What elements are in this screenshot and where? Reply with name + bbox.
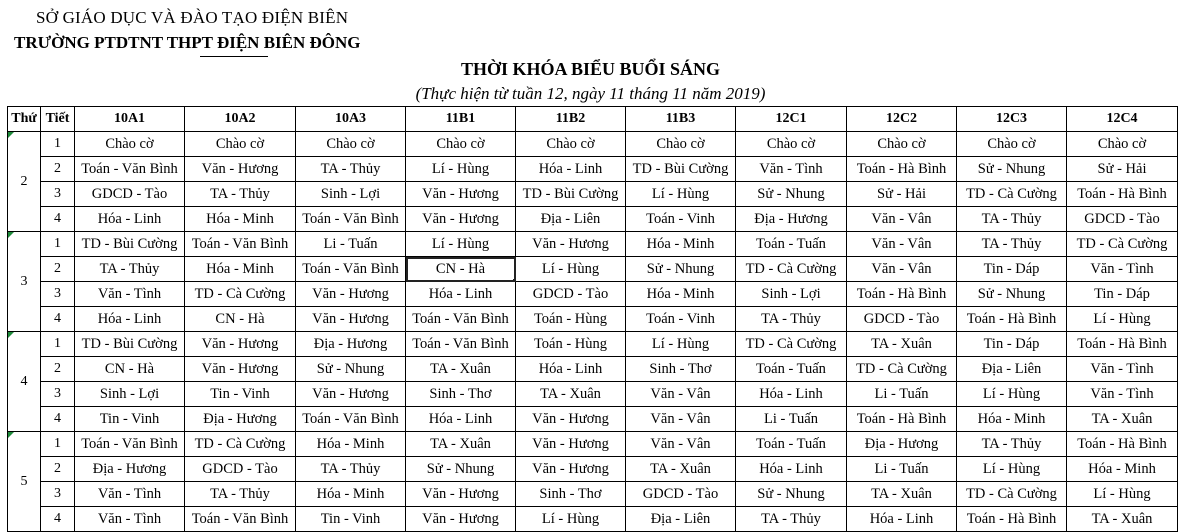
schedule-cell[interactable]: Chào cờ	[185, 132, 296, 157]
schedule-cell[interactable]: Hóa - Minh	[185, 257, 296, 282]
schedule-cell[interactable]: Lí - Hùng	[957, 457, 1067, 482]
table-row	[8, 507, 1178, 532]
schedule-cell[interactable]: Toán - Văn Bình	[296, 207, 406, 232]
schedule-cell[interactable]: Lí - Hùng	[516, 507, 626, 532]
table-row	[8, 282, 1178, 307]
schedule-cell[interactable]: Toán - Hùng	[516, 307, 626, 332]
schedule-cell[interactable]: Văn - Hương	[185, 357, 296, 382]
schedule-cell[interactable]: Sử - Nhung	[957, 157, 1067, 182]
schedule-cell[interactable]: Địa - Hương	[296, 332, 406, 357]
schedule-cell[interactable]: Sử - Nhung	[736, 482, 847, 507]
schedule-cell[interactable]: TD - Bùi Cường	[75, 232, 185, 257]
schedule-cell[interactable]: Văn - Hương	[296, 307, 406, 332]
schedule-cell[interactable]: GDCD - Tào	[1067, 207, 1178, 232]
schedule-cell[interactable]: Lí - Hùng	[406, 157, 516, 182]
schedule-cell[interactable]: Toán - Vinh	[626, 207, 736, 232]
schedule-cell[interactable]: TA - Thủy	[185, 182, 296, 207]
schedule-cell[interactable]: Sử - Nhung	[957, 282, 1067, 307]
schedule-cell[interactable]: TD - Cà Cường	[847, 357, 957, 382]
table-row	[8, 457, 1178, 482]
day-label: 4	[20, 373, 28, 389]
schedule-cell[interactable]: Văn - Hương	[296, 382, 406, 407]
schedule-cell[interactable]: Văn - Hương	[185, 332, 296, 357]
table-row	[8, 157, 1178, 182]
period-cell[interactable]: 2	[41, 457, 75, 482]
col-header-class[interactable]: 12C4	[1067, 107, 1178, 132]
schedule-cell[interactable]: TA - Thủy	[957, 232, 1067, 257]
schedule-cell[interactable]: Lí - Hùng	[626, 182, 736, 207]
table-row	[8, 257, 1178, 282]
schedule-cell[interactable]: Chào cờ	[626, 132, 736, 157]
schedule-cell[interactable]: Toán - Văn Bình	[296, 257, 406, 282]
comment-marker-icon	[8, 232, 14, 238]
schedule-cell[interactable]: TA - Xuân	[626, 457, 736, 482]
period-cell[interactable]: 3	[41, 382, 75, 407]
schedule-cell[interactable]: Chào cờ	[296, 132, 406, 157]
schedule-cell[interactable]: Chào cờ	[406, 132, 516, 157]
schedule-cell[interactable]: Văn - Vân	[626, 382, 736, 407]
schedule-cell[interactable]: Hóa - Linh	[736, 382, 847, 407]
schedule-cell[interactable]: Sinh - Lợi	[736, 282, 847, 307]
schedule-cell[interactable]: Hóa - Linh	[406, 282, 516, 307]
period-cell[interactable]: 1	[41, 132, 75, 157]
schedule-cell[interactable]: Sử - Nhung	[736, 182, 847, 207]
timetable	[7, 106, 1178, 532]
schedule-cell[interactable]: Chào cờ	[1067, 132, 1178, 157]
schedule-cell[interactable]: Hóa - Linh	[75, 307, 185, 332]
schedule-cell[interactable]: Sử - Nhung	[406, 457, 516, 482]
period-cell[interactable]: 1	[41, 232, 75, 257]
day-label: 3	[20, 273, 28, 289]
schedule-cell[interactable]: Hóa - Minh	[185, 207, 296, 232]
schedule-cell[interactable]: TA - Xuân	[847, 482, 957, 507]
day-cell[interactable]	[8, 332, 41, 432]
schedule-cell[interactable]: Toán - Văn Bình	[75, 432, 185, 457]
schedule-cell[interactable]: Văn - Tình	[1067, 257, 1178, 282]
schedule-cell[interactable]: Toán - Vinh	[626, 307, 736, 332]
schedule-cell[interactable]: Lí - Hùng	[626, 332, 736, 357]
schedule-cell[interactable]: Văn - Hương	[406, 507, 516, 532]
schedule-cell[interactable]: Li - Tuấn	[847, 457, 957, 482]
schedule-cell[interactable]: Li - Tuấn	[847, 382, 957, 407]
period-cell[interactable]: 2	[41, 357, 75, 382]
day-cell[interactable]	[8, 232, 41, 332]
schedule-cell[interactable]: TA - Thủy	[185, 482, 296, 507]
schedule-cell[interactable]: TD - Bùi Cường	[75, 332, 185, 357]
col-header-class[interactable]: 11B1	[406, 107, 516, 132]
schedule-cell[interactable]: Hóa - Minh	[1067, 457, 1178, 482]
schedule-cell[interactable]: Văn - Tình	[736, 157, 847, 182]
day-cell[interactable]	[8, 132, 41, 232]
schedule-cell[interactable]: Tin - Dáp	[1067, 282, 1178, 307]
fill-handle[interactable]	[513, 279, 516, 282]
col-header-class[interactable]: 10A1	[75, 107, 185, 132]
schedule-cell[interactable]: TA - Thủy	[296, 457, 406, 482]
period-cell[interactable]: 3	[41, 282, 75, 307]
table-row	[8, 407, 1178, 432]
schedule-cell[interactable]: Li - Tuấn	[296, 232, 406, 257]
schedule-cell[interactable]: TA - Xuân	[1067, 507, 1178, 532]
schedule-cell[interactable]: Toán - Hà Bình	[957, 507, 1067, 532]
page-title: THỜI KHÓA BIỂU BUỔI SÁNG	[460, 59, 721, 79]
schedule-cell[interactable]: Sinh - Lợi	[75, 382, 185, 407]
schedule-cell[interactable]: Văn - Hương	[406, 182, 516, 207]
schedule-cell[interactable]: Toán - Hà Bình	[1067, 332, 1178, 357]
schedule-cell[interactable]: Toán - Hà Bình	[847, 282, 957, 307]
schedule-cell[interactable]: Văn - Hương	[516, 407, 626, 432]
schedule-cell[interactable]: Văn - Hương	[406, 207, 516, 232]
schedule-cell[interactable]: GDCD - Tào	[847, 307, 957, 332]
schedule-cell[interactable]: Địa - Liên	[516, 207, 626, 232]
schedule-cell[interactable]: Toán - Hà Bình	[957, 307, 1067, 332]
schedule-cell[interactable]: TA - Xuân	[847, 332, 957, 357]
table-row	[8, 307, 1178, 332]
schedule-cell[interactable]: Văn - Hương	[296, 282, 406, 307]
table-row	[8, 207, 1178, 232]
schedule-cell[interactable]: Toán - Văn Bình	[75, 157, 185, 182]
schedule-cell[interactable]: TA - Thủy	[957, 207, 1067, 232]
schedule-cell[interactable]: Tin - Dáp	[957, 332, 1067, 357]
schedule-cell[interactable]: TA - Xuân	[516, 382, 626, 407]
schedule-cell[interactable]: Toán - Tuấn	[736, 232, 847, 257]
period-cell[interactable]: 3	[41, 182, 75, 207]
schedule-cell[interactable]: TA - Thủy	[736, 507, 847, 532]
schedule-cell[interactable]: Văn - Hương	[185, 157, 296, 182]
table-row	[8, 382, 1178, 407]
schedule-cell[interactable]: Tin - Vinh	[75, 407, 185, 432]
schedule-cell[interactable]: Toán - Hà Bình	[1067, 182, 1178, 207]
schedule-cell[interactable]: Văn - Vân	[626, 432, 736, 457]
schedule-cell[interactable]: Toán - Hà Bình	[847, 157, 957, 182]
schedule-cell[interactable]: GDCD - Tào	[185, 457, 296, 482]
col-header-class[interactable]: 12C2	[847, 107, 957, 132]
schedule-cell[interactable]: Hóa - Minh	[626, 232, 736, 257]
schedule-cell[interactable]: Địa - Hương	[847, 432, 957, 457]
schedule-cell[interactable]: TA - Thủy	[296, 157, 406, 182]
schedule-cell[interactable]: Sinh - Thơ	[626, 357, 736, 382]
schedule-cell[interactable]: TD - Bùi Cường	[516, 182, 626, 207]
schedule-cell[interactable]: Văn - Tình	[75, 507, 185, 532]
schedule-cell[interactable]: Lí - Hùng	[406, 232, 516, 257]
schedule-cell[interactable]: Toán - Văn Bình	[185, 507, 296, 532]
schedule-cell[interactable]: Li - Tuấn	[736, 407, 847, 432]
day-label: 2	[20, 173, 28, 189]
schedule-cell[interactable]: Văn - Vân	[847, 232, 957, 257]
period-cell[interactable]: 4	[41, 407, 75, 432]
schedule-cell[interactable]: Văn - Vân	[847, 257, 957, 282]
schedule-cell[interactable]: Lí - Hùng	[957, 382, 1067, 407]
table-row	[8, 182, 1178, 207]
header-row	[8, 107, 1178, 132]
col-header-class[interactable]: 12C1	[736, 107, 847, 132]
period-cell[interactable]: 2	[41, 257, 75, 282]
selected-cell[interactable]: CN - Hà	[406, 257, 516, 282]
day-cell[interactable]	[8, 432, 41, 532]
schedule-cell[interactable]: TD - Cà Cường	[957, 182, 1067, 207]
col-header-period[interactable]: Tiết	[41, 107, 75, 132]
schedule-cell[interactable]: Lí - Hùng	[516, 257, 626, 282]
school-name: TRƯỜNG PTDTNT THPT ĐIỆN BIÊN ĐÔNG	[14, 33, 361, 52]
comment-marker-icon	[8, 432, 14, 438]
col-header-class[interactable]: 12C3	[957, 107, 1067, 132]
schedule-cell[interactable]: Tin - Vinh	[185, 382, 296, 407]
schedule-cell[interactable]: TA - Thủy	[957, 432, 1067, 457]
schedule-cell[interactable]: Lí - Hùng	[1067, 482, 1178, 507]
schedule-cell[interactable]: Hóa - Minh	[296, 432, 406, 457]
schedule-cell[interactable]: Văn - Hương	[406, 482, 516, 507]
table-row	[8, 482, 1178, 507]
schedule-cell[interactable]: Hóa - Linh	[847, 507, 957, 532]
schedule-cell[interactable]: Hóa - Minh	[296, 482, 406, 507]
table-row	[8, 132, 1178, 157]
schedule-cell[interactable]: CN - Hà	[185, 307, 296, 332]
schedule-cell[interactable]: Hóa - Linh	[406, 407, 516, 432]
schedule-cell[interactable]: Toán - Văn Bình	[406, 307, 516, 332]
header-underline	[200, 56, 268, 57]
schedule-cell[interactable]: Sử - Nhung	[296, 357, 406, 382]
schedule-cell[interactable]: TA - Xuân	[406, 357, 516, 382]
schedule-cell[interactable]: Chào cờ	[957, 132, 1067, 157]
schedule-cell[interactable]: Toán - Văn Bình	[406, 332, 516, 357]
schedule-cell[interactable]: Văn - Hương	[516, 457, 626, 482]
schedule-cell[interactable]: Sử - Hải	[847, 182, 957, 207]
schedule-cell[interactable]: TD - Cà Cường	[736, 332, 847, 357]
schedule-cell[interactable]: Văn - Vân	[626, 407, 736, 432]
schedule-cell[interactable]: TD - Cà Cường	[185, 282, 296, 307]
schedule-cell[interactable]: Hóa - Minh	[957, 407, 1067, 432]
col-header-class[interactable]: 10A3	[296, 107, 406, 132]
schedule-cell[interactable]: TA - Xuân	[406, 432, 516, 457]
col-header-class[interactable]: 10A2	[185, 107, 296, 132]
schedule-cell[interactable]: TD - Bùi Cường	[626, 157, 736, 182]
schedule-cell[interactable]: Toán - Văn Bình	[185, 232, 296, 257]
schedule-cell[interactable]: Chào cờ	[736, 132, 847, 157]
period-cell[interactable]: 4	[41, 307, 75, 332]
period-cell[interactable]: 4	[41, 207, 75, 232]
schedule-cell[interactable]: GDCD - Tào	[626, 482, 736, 507]
schedule-cell[interactable]: Hóa - Linh	[736, 457, 847, 482]
schedule-cell[interactable]: Địa - Liên	[957, 357, 1067, 382]
schedule-cell[interactable]: Toán - Hà Bình	[1067, 432, 1178, 457]
schedule-cell[interactable]: CN - Hà	[75, 357, 185, 382]
schedule-cell[interactable]: Sinh - Lợi	[296, 182, 406, 207]
table-row	[8, 432, 1178, 457]
table-row	[8, 232, 1178, 257]
department-name: SỞ GIÁO DỤC VÀ ĐÀO TẠO ĐIỆN BIÊN	[36, 8, 349, 27]
schedule-cell[interactable]: Toán - Hùng	[516, 332, 626, 357]
schedule-cell[interactable]: Tin - Vinh	[296, 507, 406, 532]
schedule-cell[interactable]: Văn - Tình	[1067, 357, 1178, 382]
period-cell[interactable]: 4	[41, 507, 75, 532]
schedule-cell[interactable]: GDCD - Tào	[516, 282, 626, 307]
schedule-cell[interactable]: Sinh - Thơ	[516, 482, 626, 507]
schedule-cell[interactable]: Hóa - Minh	[626, 282, 736, 307]
schedule-cell[interactable]: Văn - Tình	[75, 482, 185, 507]
table-row	[8, 332, 1178, 357]
schedule-cell[interactable]: Hóa - Linh	[516, 357, 626, 382]
schedule-cell[interactable]: TA - Thủy	[75, 257, 185, 282]
schedule-cell[interactable]: Hóa - Linh	[516, 157, 626, 182]
schedule-cell[interactable]: Lí - Hùng	[1067, 307, 1178, 332]
schedule-cell[interactable]: Sử - Hải	[1067, 157, 1178, 182]
period-cell[interactable]: 2	[41, 157, 75, 182]
comment-marker-icon	[8, 132, 14, 138]
schedule-cell[interactable]: TA - Thủy	[736, 307, 847, 332]
comment-marker-icon	[8, 332, 14, 338]
schedule-cell[interactable]: Văn - Hương	[516, 232, 626, 257]
period-cell[interactable]: 1	[41, 432, 75, 457]
schedule-cell[interactable]: Toán - Tuấn	[736, 432, 847, 457]
schedule-cell[interactable]: Văn - Hương	[516, 432, 626, 457]
page-subtitle: (Thực hiện từ tuần 12, ngày 11 tháng 11 năm 2019)	[415, 84, 766, 103]
schedule-cell[interactable]: GDCD - Tào	[75, 182, 185, 207]
schedule-cell[interactable]: Văn - Tình	[1067, 382, 1178, 407]
schedule-cell[interactable]: Văn - Tình	[75, 282, 185, 307]
period-cell[interactable]: 1	[41, 332, 75, 357]
table-row	[8, 357, 1178, 382]
col-header-day[interactable]: Thứ	[8, 107, 41, 132]
period-cell[interactable]: 3	[41, 482, 75, 507]
schedule-cell[interactable]: Tin - Dáp	[957, 257, 1067, 282]
col-header-class[interactable]: 11B2	[516, 107, 626, 132]
col-header-class[interactable]: 11B3	[626, 107, 736, 132]
schedule-cell[interactable]: TA - Xuân	[1067, 407, 1178, 432]
schedule-cell[interactable]: Văn - Vân	[847, 207, 957, 232]
schedule-cell[interactable]: TD - Cà Cường	[736, 257, 847, 282]
schedule-cell[interactable]: Chào cờ	[516, 132, 626, 157]
schedule-cell[interactable]: TD - Cà Cường	[1067, 232, 1178, 257]
schedule-cell[interactable]: Địa - Hương	[185, 407, 296, 432]
schedule-cell[interactable]: Sinh - Thơ	[406, 382, 516, 407]
schedule-cell[interactable]: Toán - Tuấn	[736, 357, 847, 382]
schedule-cell[interactable]: Sử - Nhung	[626, 257, 736, 282]
schedule-cell[interactable]: Chào cờ	[75, 132, 185, 157]
schedule-cell[interactable]: Địa - Hương	[736, 207, 847, 232]
schedule-cell[interactable]: Chào cờ	[847, 132, 957, 157]
schedule-cell[interactable]: Địa - Hương	[75, 457, 185, 482]
schedule-cell[interactable]: Toán - Văn Bình	[296, 407, 406, 432]
schedule-cell[interactable]: Toán - Hà Bình	[847, 407, 957, 432]
schedule-cell[interactable]: Địa - Liên	[626, 507, 736, 532]
day-label: 5	[20, 473, 28, 489]
schedule-cell[interactable]: Hóa - Linh	[75, 207, 185, 232]
schedule-cell[interactable]: TD - Cà Cường	[957, 482, 1067, 507]
schedule-cell[interactable]: TD - Cà Cường	[185, 432, 296, 457]
